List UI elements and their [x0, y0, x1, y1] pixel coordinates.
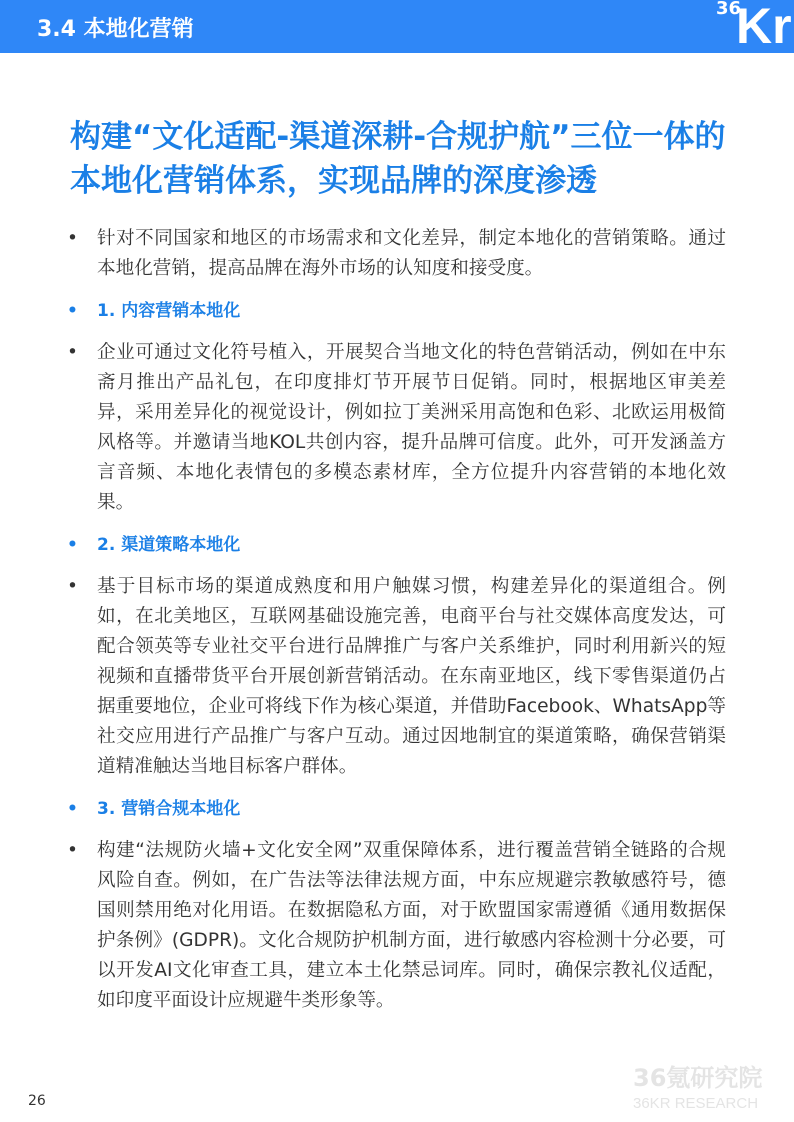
bullet-icon: •: [67, 535, 78, 555]
item-text: 针对不同国家和地区的市场需求和文化差异，制定本地化的营销策略。通过本地化营销，提高品牌在海外市场的认知度和接受度。: [97, 228, 726, 279]
item-text: 企业可通过文化符号植入，开展契合当地文化的特色营销活动，例如在中东斋月推出产品礼包，在印度排灯节开展节日促销。同时，根据地区审美差异，采用差异化的视觉设计，例如拉丁美洲采用高饱和色彩、北欧运用极简风格等。并邀请当地KOL共创内容，提升品牌可信度。此外，可开发涵盖方言音频、本地化表情包的多模态素材库，全方位提升内容营销的本地化效果。: [97, 342, 726, 513]
bullet-paragraph: [64, 572, 726, 782]
bullet-paragraph: [64, 224, 726, 284]
bullet-paragraph: [64, 836, 726, 1016]
item-text: 2. 渠道策略本地化: [97, 535, 241, 555]
item-text: 1. 内容营销本地化: [97, 301, 241, 321]
section-header: [0, 0, 794, 53]
bullet-icon: •: [67, 576, 78, 597]
content-list: [64, 224, 726, 1028]
item-text: 3. 营销合规本地化: [97, 799, 241, 819]
watermark-line1: 36氪研究院: [633, 1064, 763, 1092]
subheading: [64, 296, 726, 326]
watermark: [633, 1058, 762, 1112]
subheading: [64, 530, 726, 560]
item-text: 基于目标市场的渠道成熟度和用户触媒习惯，构建差异化的渠道组合。例如，在北美地区，互联网基础设施完善，电商平台与社交媒体高度发达，可配合领英等专业社交平台进行品牌推广与客户关系维护，同时利用新兴的短视频和直播带货平台开展创新营销活动。在东南亚地区，线下零售渠道仍占据重要地位，企业可将线下作为核心渠道，并借助Facebook、WhatsApp等社交应用进行产品推广与客户互动。通过因地制宜的渠道策略，确保营销渠道精准触达当地目标客户群体。: [97, 576, 726, 777]
bullet-icon: •: [67, 840, 78, 861]
subheading: [64, 794, 726, 824]
item-text: 构建“法规防火墙+文化安全网”双重保障体系，进行覆盖营销全链路的合规风险自查。例如，在广告法等法律法规方面，中东应规避宗教敏感符号，德国则禁用绝对化用语。在数据隐私方面，对于欧盟国家需遵循《通用数据保护条例》(GDPR)。文化合规防护机制方面，进行敏感内容检测十分必要，可以开发AI文化审查工具，建立本土化禁忌词库。同时，确保宗教礼仪适配，如印度平面设计应规避牛类形象等。: [97, 840, 726, 1011]
section-title: 3.4 本地化营销: [37, 17, 194, 42]
page-number: 26: [28, 1093, 46, 1109]
bullet-paragraph: [64, 338, 726, 518]
bullet-icon: •: [67, 342, 78, 363]
watermark-line2: 36KR RESEARCH: [633, 1095, 759, 1112]
bullet-icon: •: [67, 228, 78, 249]
page-title: 构建“文化适配-渠道深耕-合规护航”三位一体的本地化营销体系，实现品牌的深度渗透: [70, 119, 726, 199]
bullet-icon: •: [67, 799, 78, 819]
36kr-logo: 36 Kr: [716, 0, 792, 54]
bullet-icon: •: [67, 301, 78, 321]
